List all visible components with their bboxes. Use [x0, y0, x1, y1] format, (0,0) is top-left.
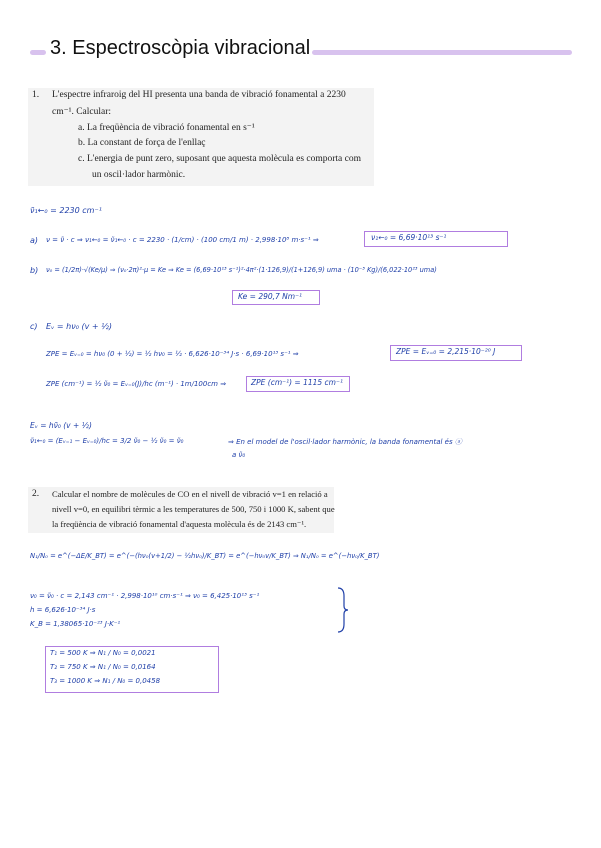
section-title: 3. Espectroscòpia vibracional: [50, 37, 311, 59]
zpe-result-box: [390, 345, 522, 361]
part-b-equation: ν₀ = (1/2π)·√(Ke/μ) ⇒ (ν₀·2π)²·μ = Ke ⇒ Ke = (6,69·10¹³ s⁻¹)²·4π²·(1·126,9)/(1+126,9) uma · (10⁻³ Kg)/(6,022·10²³ uma): [46, 266, 437, 274]
problem-2-line-2: nivell v=0, en equilibri tèrmic a les temperatures de 500, 750 i 1000 K, sabent que: [52, 504, 335, 514]
harmonic-model-note: ⇒ En el model de l'oscil·lador harmònic, la banda fonamental és ⓐ: [228, 438, 462, 446]
result-row-3: T₃ = 1000 K ⇒ N₁ / N₀ = 0,0458: [50, 677, 161, 685]
title-rule-left: [30, 50, 46, 55]
population-results-box: [45, 646, 219, 693]
harmonic-energy-equation: Eᵥ = hν̃₀ (v + ½): [30, 421, 92, 430]
harmonic-model-note-end: a ν̃₀: [232, 451, 246, 459]
problem-2-number: 2.: [32, 489, 40, 499]
boltzmann-equation: N₁/N₀ = e^(−ΔE/K_BT) = e^(−(hν₀(v+1/2) − ½hν₀)/K_BT) = e^(−hν₀v/K_BT) ⇒ N₁/N₀ = e^(−hν₀/K_BT): [30, 552, 380, 560]
part-a-label: a): [30, 236, 39, 245]
title-rule-right: [312, 50, 572, 55]
result-row-2: T₂ = 750 K ⇒ N₁ / N₀ = 0,0164: [50, 663, 156, 671]
problem-1-item-c-line-1: c. L'energia de punt zero, suposant que aquesta molècula es comporta com: [78, 154, 362, 164]
section-header: [30, 36, 572, 66]
fundamental-band-equation: ν̃₁←₀ = (Eᵥ₌₁ − Eᵥ₌₀)/hc = 3/2 ν̃₀ − ½ ν̃₀ = ν̃₀: [30, 437, 184, 445]
problem-1-statement: [28, 88, 374, 186]
given-wavenumber: ν̃₁←₀ = 2230 cm⁻¹: [30, 206, 102, 215]
zpe-result: ZPE = Eᵥ₌₀ = 2,215·10⁻²⁰ J: [396, 347, 496, 356]
result-row-1: T₁ = 500 K ⇒ N₁ / N₀ = 0,0021: [50, 649, 156, 657]
part-c-energy-equation: Eᵥ = hν₀ (v + ½): [46, 322, 112, 331]
part-b-label: b): [30, 266, 39, 275]
problem-1-line-2: cm⁻¹. Calcular:: [52, 107, 112, 117]
zpe-cm-result-box: [246, 376, 350, 392]
part-a-equation: ν = ν̃ · c ⇒ ν₁←₀ = ν̃₁←₀ · c = 2230 · (1/cm) · (100 cm/1 m) · 2,998·10⁸ m·s⁻¹ ⇒: [46, 236, 319, 244]
part-b-result: Ke = 290,7 Nm⁻¹: [238, 292, 303, 301]
problem-1-item-b: b. La constant de força de l'enllaç: [78, 138, 206, 148]
part-a-result: ν₁←₀ = 6,69·10¹³ s⁻¹: [371, 233, 447, 242]
problem-1-line-1: L'espectre infraroig del HI presenta una banda de vibració fonamental a 2230: [52, 90, 346, 100]
problem-2-line-3: la freqüència de vibració fonamental d'aquesta molècula és de 2143 cm⁻¹.: [52, 519, 307, 529]
right-brace-icon: [336, 586, 350, 634]
boltzmann-constant: K_B = 1,38065·10⁻²³ J·K⁻¹: [30, 620, 121, 628]
problem-2-line-1: Calcular el nombre de molècules de CO en el nivell de vibració v=1 en relació a: [52, 489, 328, 499]
part-a-result-box: [364, 231, 508, 247]
problem-1-number: 1.: [32, 90, 40, 100]
planck-constant: h = 6,626·10⁻³⁴ J·s: [30, 606, 96, 614]
problem-1-item-a: a. La freqüència de vibració fonamental en s⁻¹: [78, 123, 255, 133]
problem-1-item-c-line-2: un oscil·lador harmònic.: [92, 170, 186, 180]
zpe-equation: ZPE = Eᵥ₌₀ = hν₀ (0 + ½) = ½ hν₀ = ½ · 6,626·10⁻³⁴ J·s · 6,69·10¹³ s⁻¹ ⇒: [46, 350, 299, 358]
zpe-cm-result: ZPE (cm⁻¹) = 1115 cm⁻¹: [251, 378, 343, 387]
zpe-cm-equation: ZPE (cm⁻¹) = ½ ν̃₀ = Eᵥ₌₀(J)/hc (m⁻¹) · 1m/100cm ⇒: [46, 380, 227, 388]
part-b-result-box: [232, 290, 320, 305]
frequency-equation: ν₀ = ν̃₀ · c = 2,143 cm⁻¹ · 2,998·10¹⁰ cm·s⁻¹ ⇒ ν₀ = 6,425·10¹³ s⁻¹: [30, 592, 260, 600]
part-c-label: c): [30, 322, 38, 331]
problem-2-statement: [28, 487, 334, 533]
